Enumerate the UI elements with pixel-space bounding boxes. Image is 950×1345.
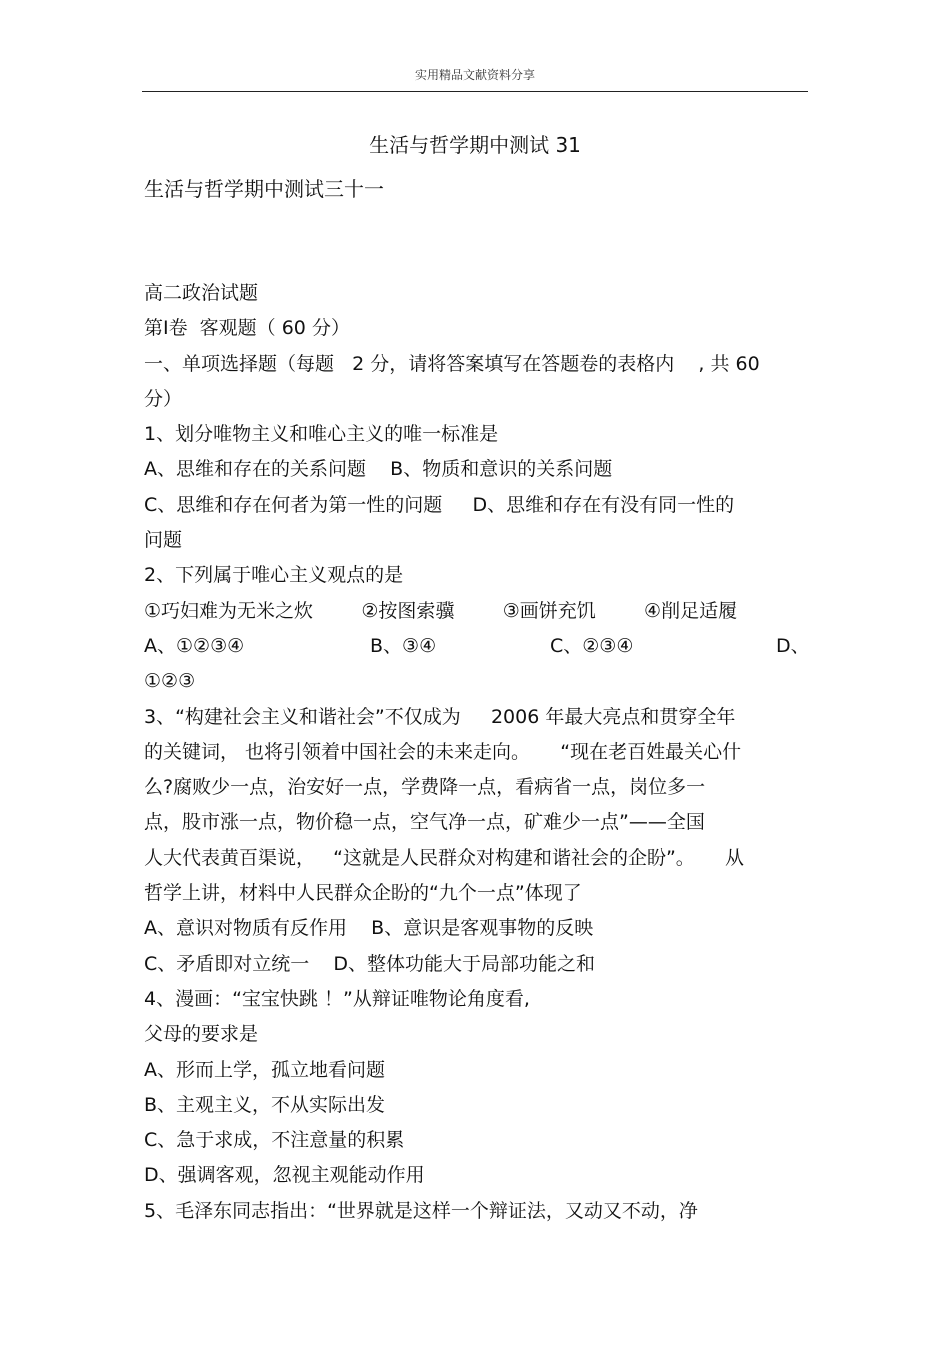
text-line: 人大代表黄百渠说， “这就是人民群众对构建和谐社会的企盼”。 从 [144,846,745,869]
text-line: C、急于求成，不注意量的积累 [144,1129,405,1152]
text-line: D、强调客观，忽视主观能动作用 [144,1164,425,1187]
text-line: B、主观主义，不从实际出发 [144,1093,386,1116]
document-subtitle: 生活与哲学期中测试三十一 [144,177,384,201]
q2-option-d: D、 [776,634,810,657]
text-line: 问题 [144,529,183,552]
text-line: ①②③ [144,670,196,693]
text-line: 分） [144,387,183,410]
text-line: C、思维和存在何者为第一性的问题 D、思维和存在有没有同一性的 [144,493,735,516]
q2-option-a: A、①②③④ [144,634,245,657]
text-line: 点，股市涨一点，物价稳一点，空气净一点，矿难少一点”——全国 [144,811,705,834]
text-line: 么?腐败少一点，治安好一点，学费降一点，看病省一点，岗位多一 [144,776,706,799]
text-line: 高二政治试题 [144,282,259,304]
text-line: 3、“构建社会主义和谐社会”不仅成为 2006 年最大亮点和贯穿全年 [144,705,736,728]
text-line: A、形而上学，孤立地看问题 [144,1058,385,1081]
text-line: 父母的要求是 [144,1023,259,1046]
text-line: ①巧妇难为无米之炊 ②按图索骥 ③画饼充饥 ④削足适履 [144,599,738,622]
text-line: 一、单项选择题（每题 2 分，请将答案填写在答题卷的表格内 , 共 60 [144,352,760,375]
q2-options-row [144,629,810,664]
text-line: 哲学上讲，材料中人民群众企盼的“九个一点”体现了 [144,882,582,905]
text-line: A、思维和存在的关系问题 B、物质和意识的关系问题 [144,458,613,481]
page-header: 实用精品文献资料分享 [414,68,535,82]
text-line: A、意识对物质有反作用 B、意识是客观事物的反映 [144,917,594,940]
text-line: 5、毛泽东同志指出：“世界就是这样一个辩证法，又动又不动，净 [144,1199,698,1222]
header-rule [142,91,808,92]
text-line: 2、下列属于唯心主义观点的是 [144,564,404,587]
document-title: 生活与哲学期中测试 31 [369,133,581,157]
q2-option-b: B、③④ [370,634,437,657]
text-line: 的关键词， 也将引领着中国社会的未来走向。 “现在老百姓最关心什 [144,740,742,763]
text-line: 1、划分唯物主义和唯心主义的唯一标准是 [144,423,499,446]
q2-option-c: C、②③④ [550,634,634,657]
text-line: 第Ⅰ卷 客观题（ 60 分） [144,317,350,340]
text-line: 4、漫画：“宝宝快跳 ！”从辩证唯物论角度看, [144,987,530,1010]
document-body [144,276,810,1229]
text-line: C、矛盾即对立统一 D、整体功能大于局部功能之和 [144,952,596,975]
